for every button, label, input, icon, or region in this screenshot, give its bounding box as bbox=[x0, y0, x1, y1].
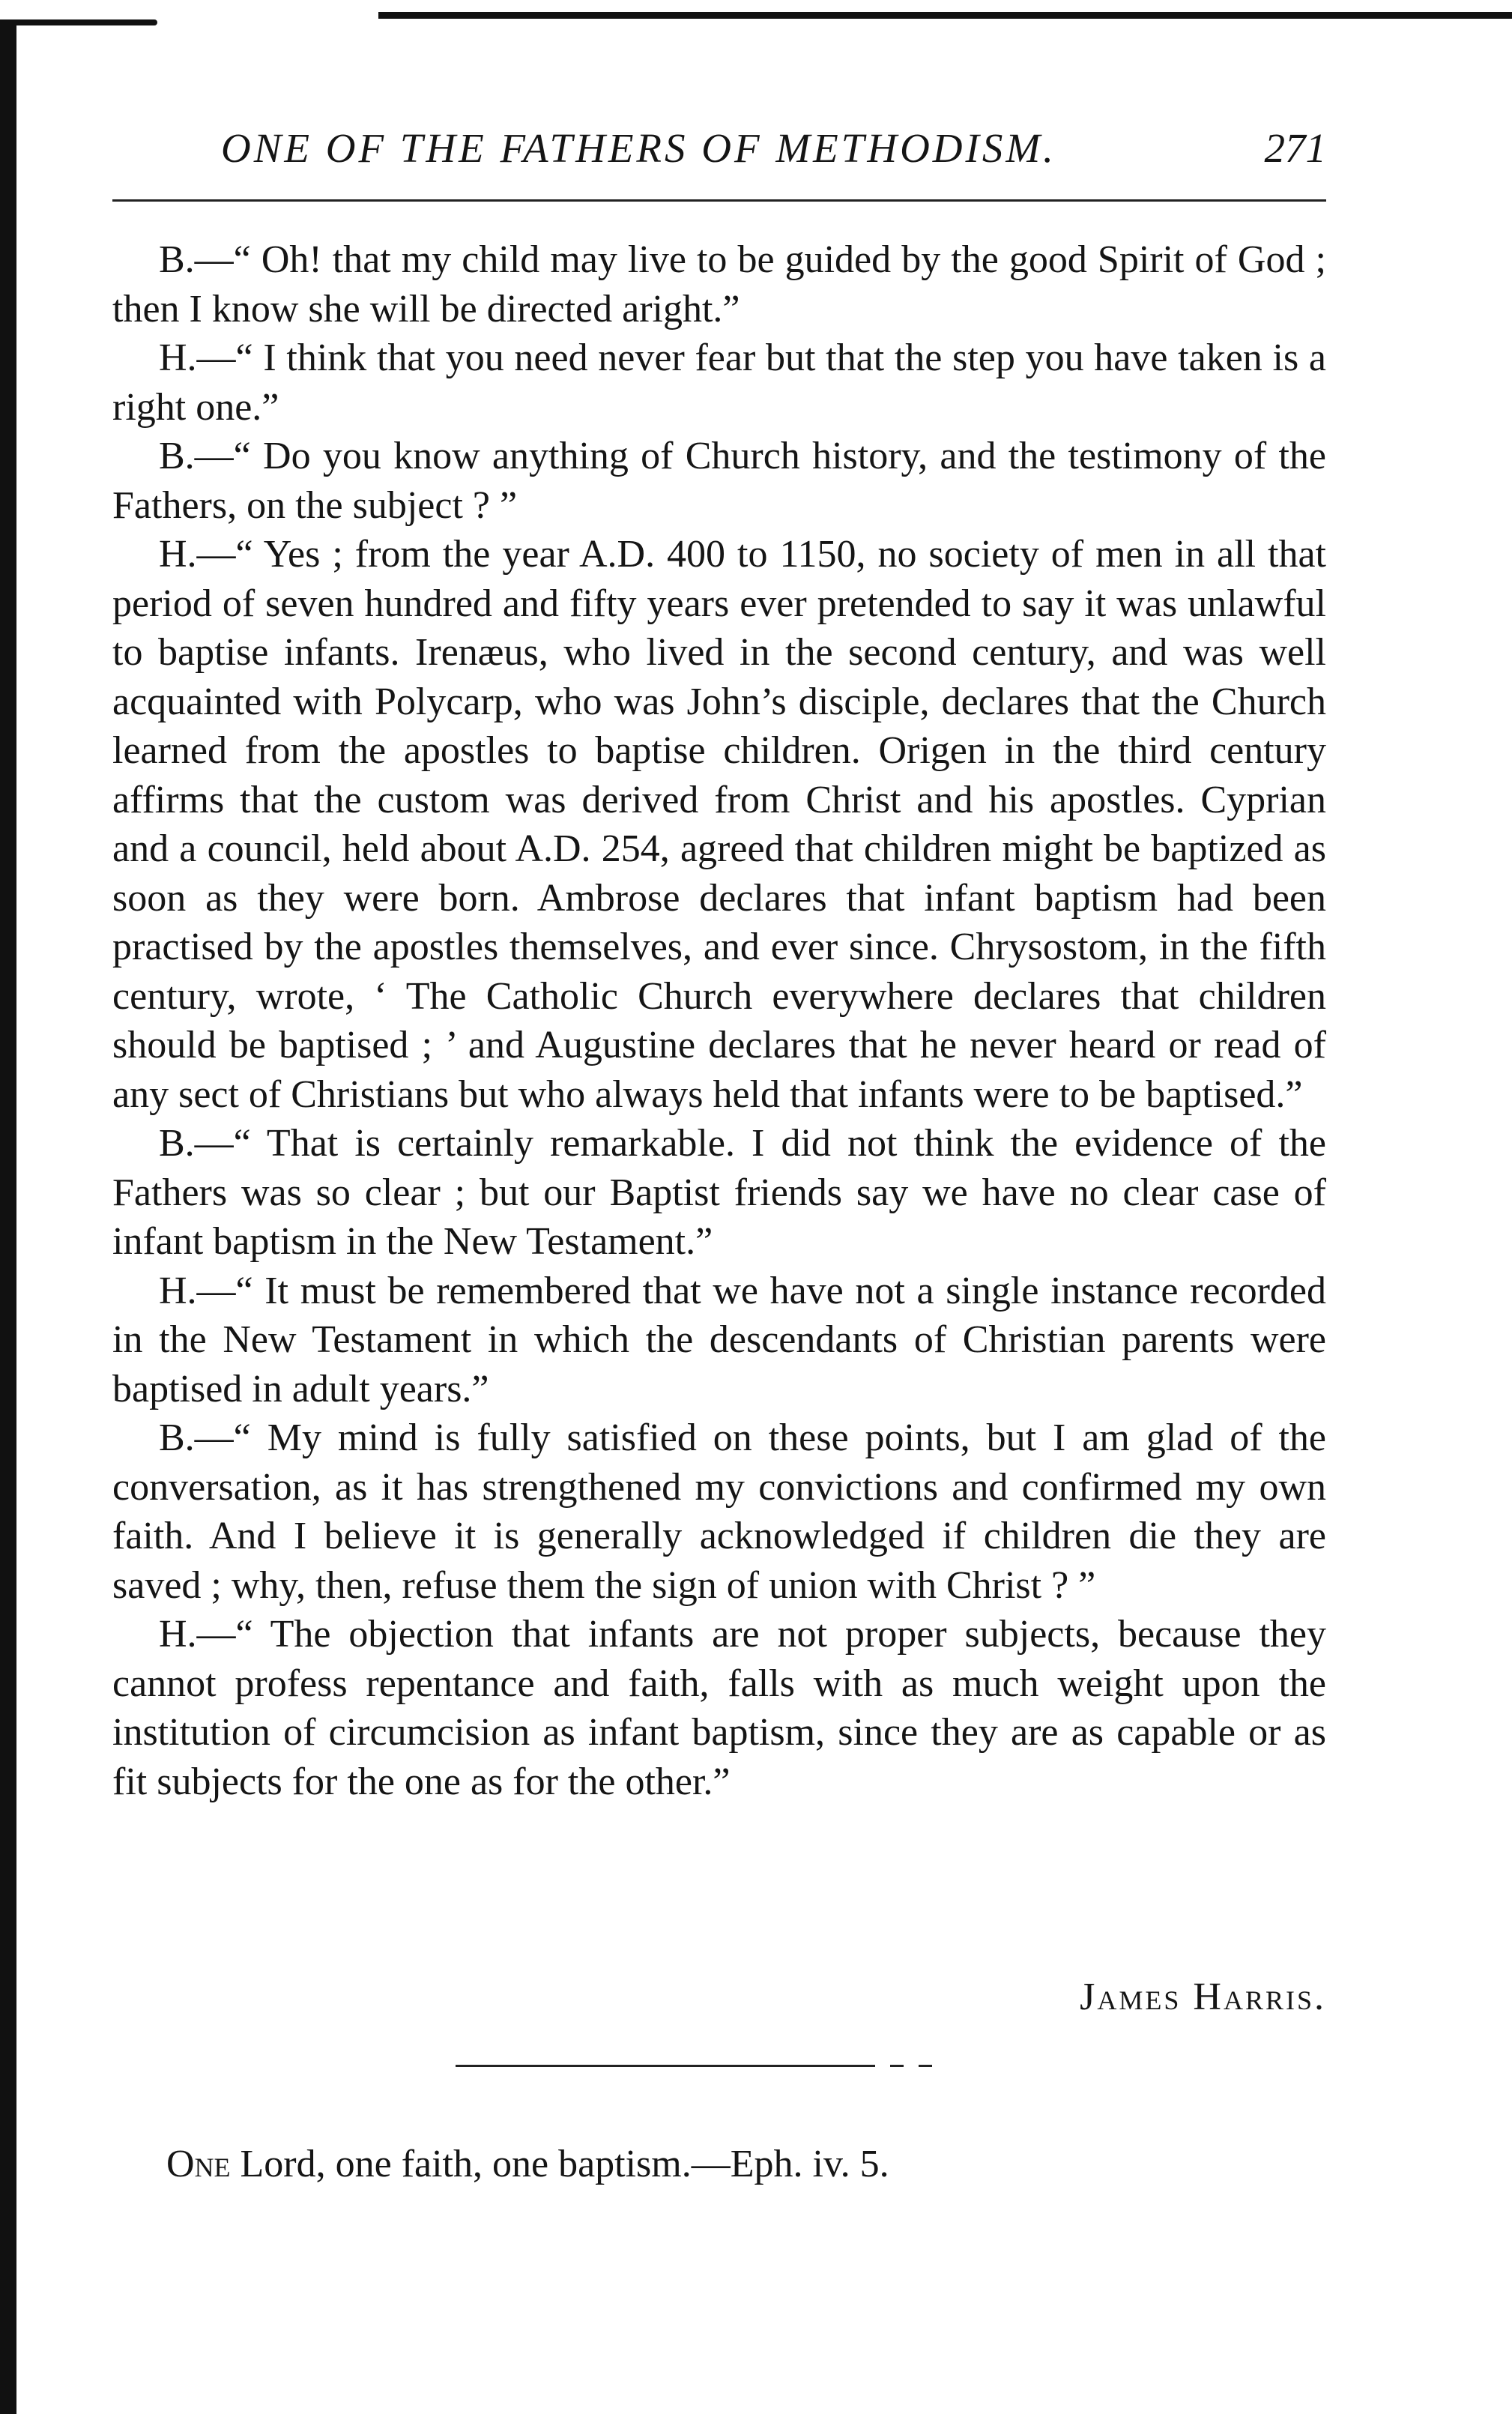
page-number: 271 bbox=[1264, 125, 1326, 171]
dialogue-paragraph: H.—“ It must be remembered that we have not a single instance recorded in the New Testament in which the descendants of Christian parents were baptised in adult years.” bbox=[112, 1269, 1326, 1410]
dialogue-paragraph: B.—“ Oh! that my child may live to be guided by the good Spirit of God ; then I know she will be directed aright.” bbox=[112, 238, 1326, 331]
scan-edge-left-tip bbox=[0, 19, 157, 25]
scan-edge-top bbox=[378, 12, 1512, 19]
dialogue-paragraph: H.—“ The objection that infants are not proper subjects, because they cannot profess repentance and faith, falls with as much weight upon the institution of circumcision as infant baptism, since they are as capable or as fit subjects for the one as for the other.” bbox=[112, 1613, 1326, 1803]
dialogue-paragraph: B.—“ My mind is fully satisfied on these points, but I am glad of the conversation, as it has strengthened my convictions and confirmed my own faith. And I believe it is generally acknowledged if children die they are saved ; why, then, refuse them the sign of union with Christ ? ” bbox=[112, 1416, 1326, 1607]
footer-rule bbox=[456, 2065, 875, 2067]
dialogue-paragraph: B.—“ Do you know anything of Church history, and the testimony of the Fathers, on the subject ? ” bbox=[112, 435, 1326, 527]
dialogue-paragraph: B.—“ That is certainly remarkable. I did not think the evidence of the Fathers was so clear ; but our Baptist friends say we have no clear case of infant baptism in the New Testament.” bbox=[112, 1122, 1326, 1263]
footer-rule-dash bbox=[890, 2065, 904, 2067]
page-header bbox=[112, 118, 1326, 178]
author-signature: James Harris. bbox=[1080, 1976, 1326, 2018]
dialogue-paragraph: H.—“ I think that you need never fear but that the step you have taken is a right one.” bbox=[112, 337, 1326, 429]
scan-edge-left bbox=[0, 22, 16, 2414]
footer-rule-dash bbox=[919, 2065, 932, 2067]
epigraph-text: Lord, one faith, one baptism.—Eph. iv. 5. bbox=[240, 2143, 889, 2185]
dialogue-body bbox=[112, 235, 1326, 1806]
epigraph-first-word: One bbox=[166, 2143, 231, 2185]
dialogue-paragraph: H.—“ Yes ; from the year A.D. 400 to 1150, no society of men in all that period of seven hundred and fifty years ever pretended to say it was unlawful to baptise infants. Irenæus, who lived in the second century, and was well acquainted with Polycarp, who was John’s disciple, declares that the Church learned from the apostles to baptise children. Origen in the third century affirms that the custom was derived from Christ and his apostles. Cyprian and a council, held about A.D. 254, agreed that children might be baptized as soon as they were born. Ambrose declares that infant baptism had been practised by the apostles themselves, and ever since. Chrysostom, in the fifth century, wrote, ‘ The Catholic Church everywhere declares that children should be baptised ; ’ and Augustine declares that he never heard or read of any sect of Christians but who always held that infants were to be baptised.” bbox=[112, 533, 1326, 1116]
running-title: ONE OF THE FATHERS OF METHODISM. bbox=[221, 125, 1056, 171]
epigraph bbox=[166, 2140, 889, 2188]
header-rule bbox=[112, 199, 1326, 202]
